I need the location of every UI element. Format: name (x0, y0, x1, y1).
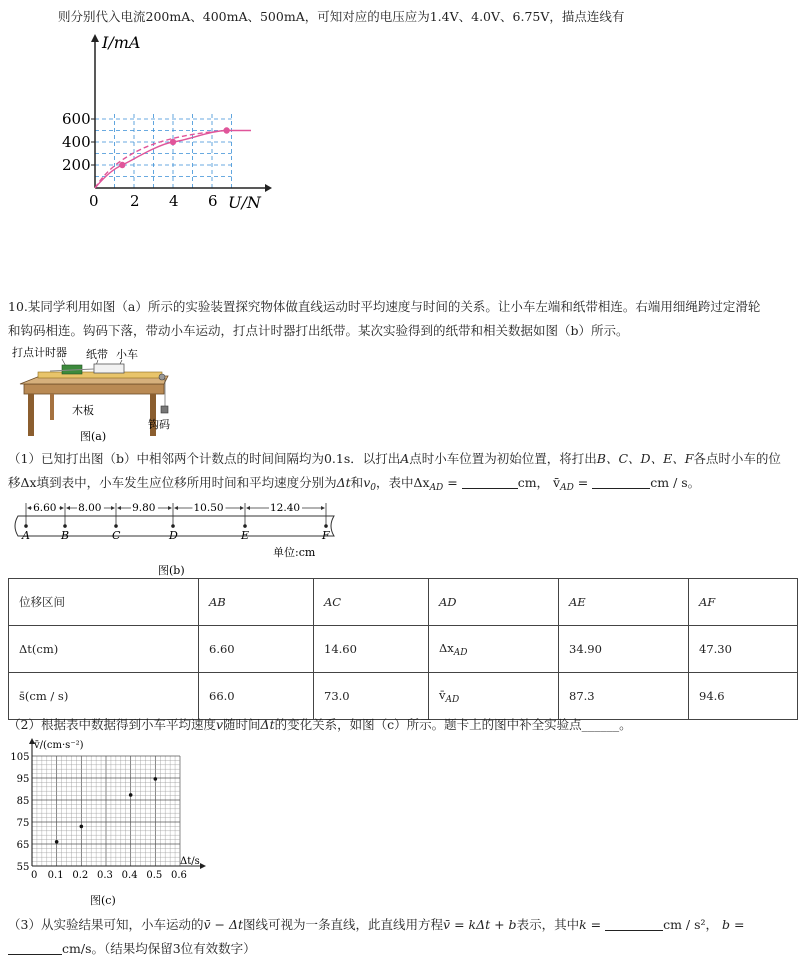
tape-dim-arrow (240, 506, 244, 510)
row1-ae: 34.90 (559, 626, 689, 673)
table-leg-back (50, 394, 54, 420)
intro-line: 则分别代入电流200mA、400mA、500mA，可知对应的电压应为1.4V、4.0V、6.75V，描点连线有 (58, 9, 625, 24)
tape-dim-label: 9.80 (132, 502, 156, 514)
tape-dim-arrow (321, 506, 325, 510)
chart-c-data-point (55, 840, 59, 844)
iu-y-tick-label: 400 (62, 133, 91, 151)
row2-ad[interactable]: $v̄_{AD}$ (429, 673, 559, 720)
col-ac: AC (314, 579, 429, 626)
label-board: 木板 (72, 404, 94, 417)
q10-line1: 10.某同学利用如图（a）所示的实验装置探究物体做直线运动时平均速度与时间的关系。让小车左端和纸带相连。右端用细绳跨过定滑轮 (8, 299, 761, 314)
p2-line: （2）根据表中数据得到小车平均速度v随时间Δt的变化关系，如图（c）所示。题卡上的图中补全实验点______。 (8, 717, 632, 732)
row2-af: 94.6 (689, 673, 798, 720)
tape-dim-label: 10.50 (193, 502, 224, 514)
caption-a: 图(a) (80, 430, 107, 443)
row2-ab: 66.0 (199, 673, 314, 720)
figure-a-apparatus (10, 344, 200, 444)
blank-b[interactable] (8, 942, 62, 955)
blank-dx-ad[interactable] (462, 476, 518, 489)
chart-c-y-label: v̄/(cm·s⁻²) (34, 740, 84, 751)
iu-x-tick-label: 4 (169, 192, 179, 210)
row2-label: s̄(cm / s) (9, 673, 199, 720)
chart-c-grid (32, 756, 180, 866)
table-row (9, 626, 798, 673)
tape-dot (114, 524, 118, 528)
chart-c-x-tick-label: 0.2 (72, 870, 89, 881)
iu-data-point (170, 139, 176, 145)
iu-y-tick-label: 200 (62, 156, 91, 174)
caption-b: 图(b) (158, 564, 185, 577)
table-header-label: 位移区间 (9, 579, 199, 626)
caption-c: 图(c) (90, 894, 116, 907)
p1-line2: 移Δx填到表中，小车发生应位移所用时间和平均速度分别为Δt和$v_0$，表中$\Delta x_{AD}$ = cm， $v̄_{AD}$ = cm / s。 (8, 475, 701, 493)
chart-c-y-tick-label: 105 (10, 752, 30, 763)
table-leg-left (28, 394, 34, 436)
blank-k[interactable] (605, 918, 663, 931)
tape-dimensions (26, 502, 326, 528)
col-ad: AD (429, 579, 559, 626)
p3-line1: （3）从实验结果可知，小车运动的v̄ − Δt图线可视为一条直线，此直线用方程v̄ = kΔt + b表示，其中k = cm / s²， b = (8, 917, 745, 932)
tape-dim-label: 8.00 (78, 502, 102, 514)
pulley (159, 374, 165, 380)
row1-ad[interactable]: $\Delta x_{AD}$ (429, 626, 559, 673)
row1-ab: 6.60 (199, 626, 314, 673)
chart-c-x-tick-label: 0.4 (121, 870, 138, 881)
tape-dim-label: 6.60 (33, 502, 57, 514)
row1-ac: 14.60 (314, 626, 429, 673)
tape-dim-arrow (60, 506, 64, 510)
p1-line1: （1）已知打出图（b）中相邻两个计数点的时间间隔均为0.1s．以打出A点时小车位置为初始位置，将打出B、C、D、E、F各点时小车的位 (8, 451, 781, 466)
iu-x-tick-label: 6 (208, 192, 218, 210)
iu-chart (60, 30, 280, 220)
iu-x-arrow (265, 184, 272, 192)
tape-dot (24, 524, 28, 528)
iu-y-arrow (91, 34, 99, 42)
weight (161, 406, 168, 413)
p3-line2: cm/s。（结果均保留3位有效数字） (8, 940, 256, 958)
label-tape: 纸带 (86, 348, 108, 361)
tape-point-label: D (169, 529, 178, 542)
chart-c-x-tick-label: 0.3 (97, 870, 113, 881)
chart-c-y-tick-label: 65 (16, 840, 30, 851)
chart-c-axes (29, 738, 206, 869)
iu-x-tick-label: 2 (130, 192, 140, 210)
chart-c-y-tick-label: 85 (16, 796, 30, 807)
table-row (9, 579, 798, 626)
chart-c-x-tick-label: 0.5 (146, 870, 163, 881)
q10-line2: 和钩码相连。钩码下落，带动小车运动，打点计时器打出纸带。某次实验得到的纸带和相关数据如图（b）所示。 (8, 323, 629, 338)
tape-dim-arrow (66, 506, 70, 510)
figure-b-tape (8, 498, 348, 578)
tape-dim-arrow (117, 506, 121, 510)
tape-dim-arrow (246, 506, 250, 510)
table-row (9, 673, 798, 720)
tape-dim-arrow (111, 506, 115, 510)
tape-dot (243, 524, 247, 528)
cart-body (94, 364, 124, 373)
iu-data-point (223, 127, 229, 133)
tape-dim-arrow (27, 506, 31, 510)
row1-af: 47.30 (689, 626, 798, 673)
chart-c-y-tick-label: 75 (16, 818, 30, 829)
tape-point-label: E (241, 529, 250, 542)
chart-c-y-tick-label: 55 (16, 862, 30, 873)
tape-dim-arrow (168, 506, 172, 510)
tape-dot (324, 524, 328, 528)
tape-point-label: B (61, 529, 70, 542)
blank-v-ad[interactable] (592, 476, 650, 489)
label-timer: 打点计时器 (12, 346, 67, 359)
col-ae: AE (559, 579, 689, 626)
label-weight: 钩码 (148, 418, 170, 431)
chart-c-data-point (154, 777, 158, 781)
chart-c-y-tick-label: 95 (16, 774, 30, 785)
tape-unit: 单位:cm (273, 546, 316, 559)
tape-dim-arrow (174, 506, 178, 510)
iu-chart-grid (95, 113, 232, 188)
iu-y-label: I/mA (102, 33, 141, 52)
tape-point-label: C (112, 529, 121, 542)
data-table (8, 578, 798, 720)
tape-dot (63, 524, 67, 528)
iu-data-point (119, 162, 125, 168)
tape-dim-label: 12.40 (270, 502, 301, 514)
tape-dot (171, 524, 175, 528)
tape-point-label: F (322, 529, 330, 542)
chart-c-data-point (80, 825, 84, 829)
col-ab: AB (199, 579, 314, 626)
chart-c-x-tick-label: 0.6 (171, 870, 187, 881)
col-af: AF (689, 579, 798, 626)
chart-c-x-arrow (200, 863, 206, 869)
iu-chart-points (119, 127, 230, 168)
iu-y-tick-label: 600 (62, 110, 91, 128)
iu-x-label: U/N (228, 193, 261, 212)
chart-c-x-tick-label: 0.1 (47, 870, 64, 881)
row1-label: Δt(cm) (9, 626, 199, 673)
label-cart: 小车 (116, 348, 138, 361)
tape-point-label: A (22, 529, 30, 542)
iu-x-tick-label: 0 (89, 192, 99, 210)
chart-c-x-tick-label: 0 (31, 870, 38, 881)
chart-c-x-label: Δt/s (180, 856, 200, 867)
row2-ac: 73.0 (314, 673, 429, 720)
iu-chart-ticks (62, 110, 218, 210)
row2-ae: 87.3 (559, 673, 689, 720)
figure-c-chart (4, 738, 224, 910)
table-top (24, 384, 164, 394)
tape-points (21, 524, 330, 542)
chart-c-data-point (129, 793, 133, 797)
